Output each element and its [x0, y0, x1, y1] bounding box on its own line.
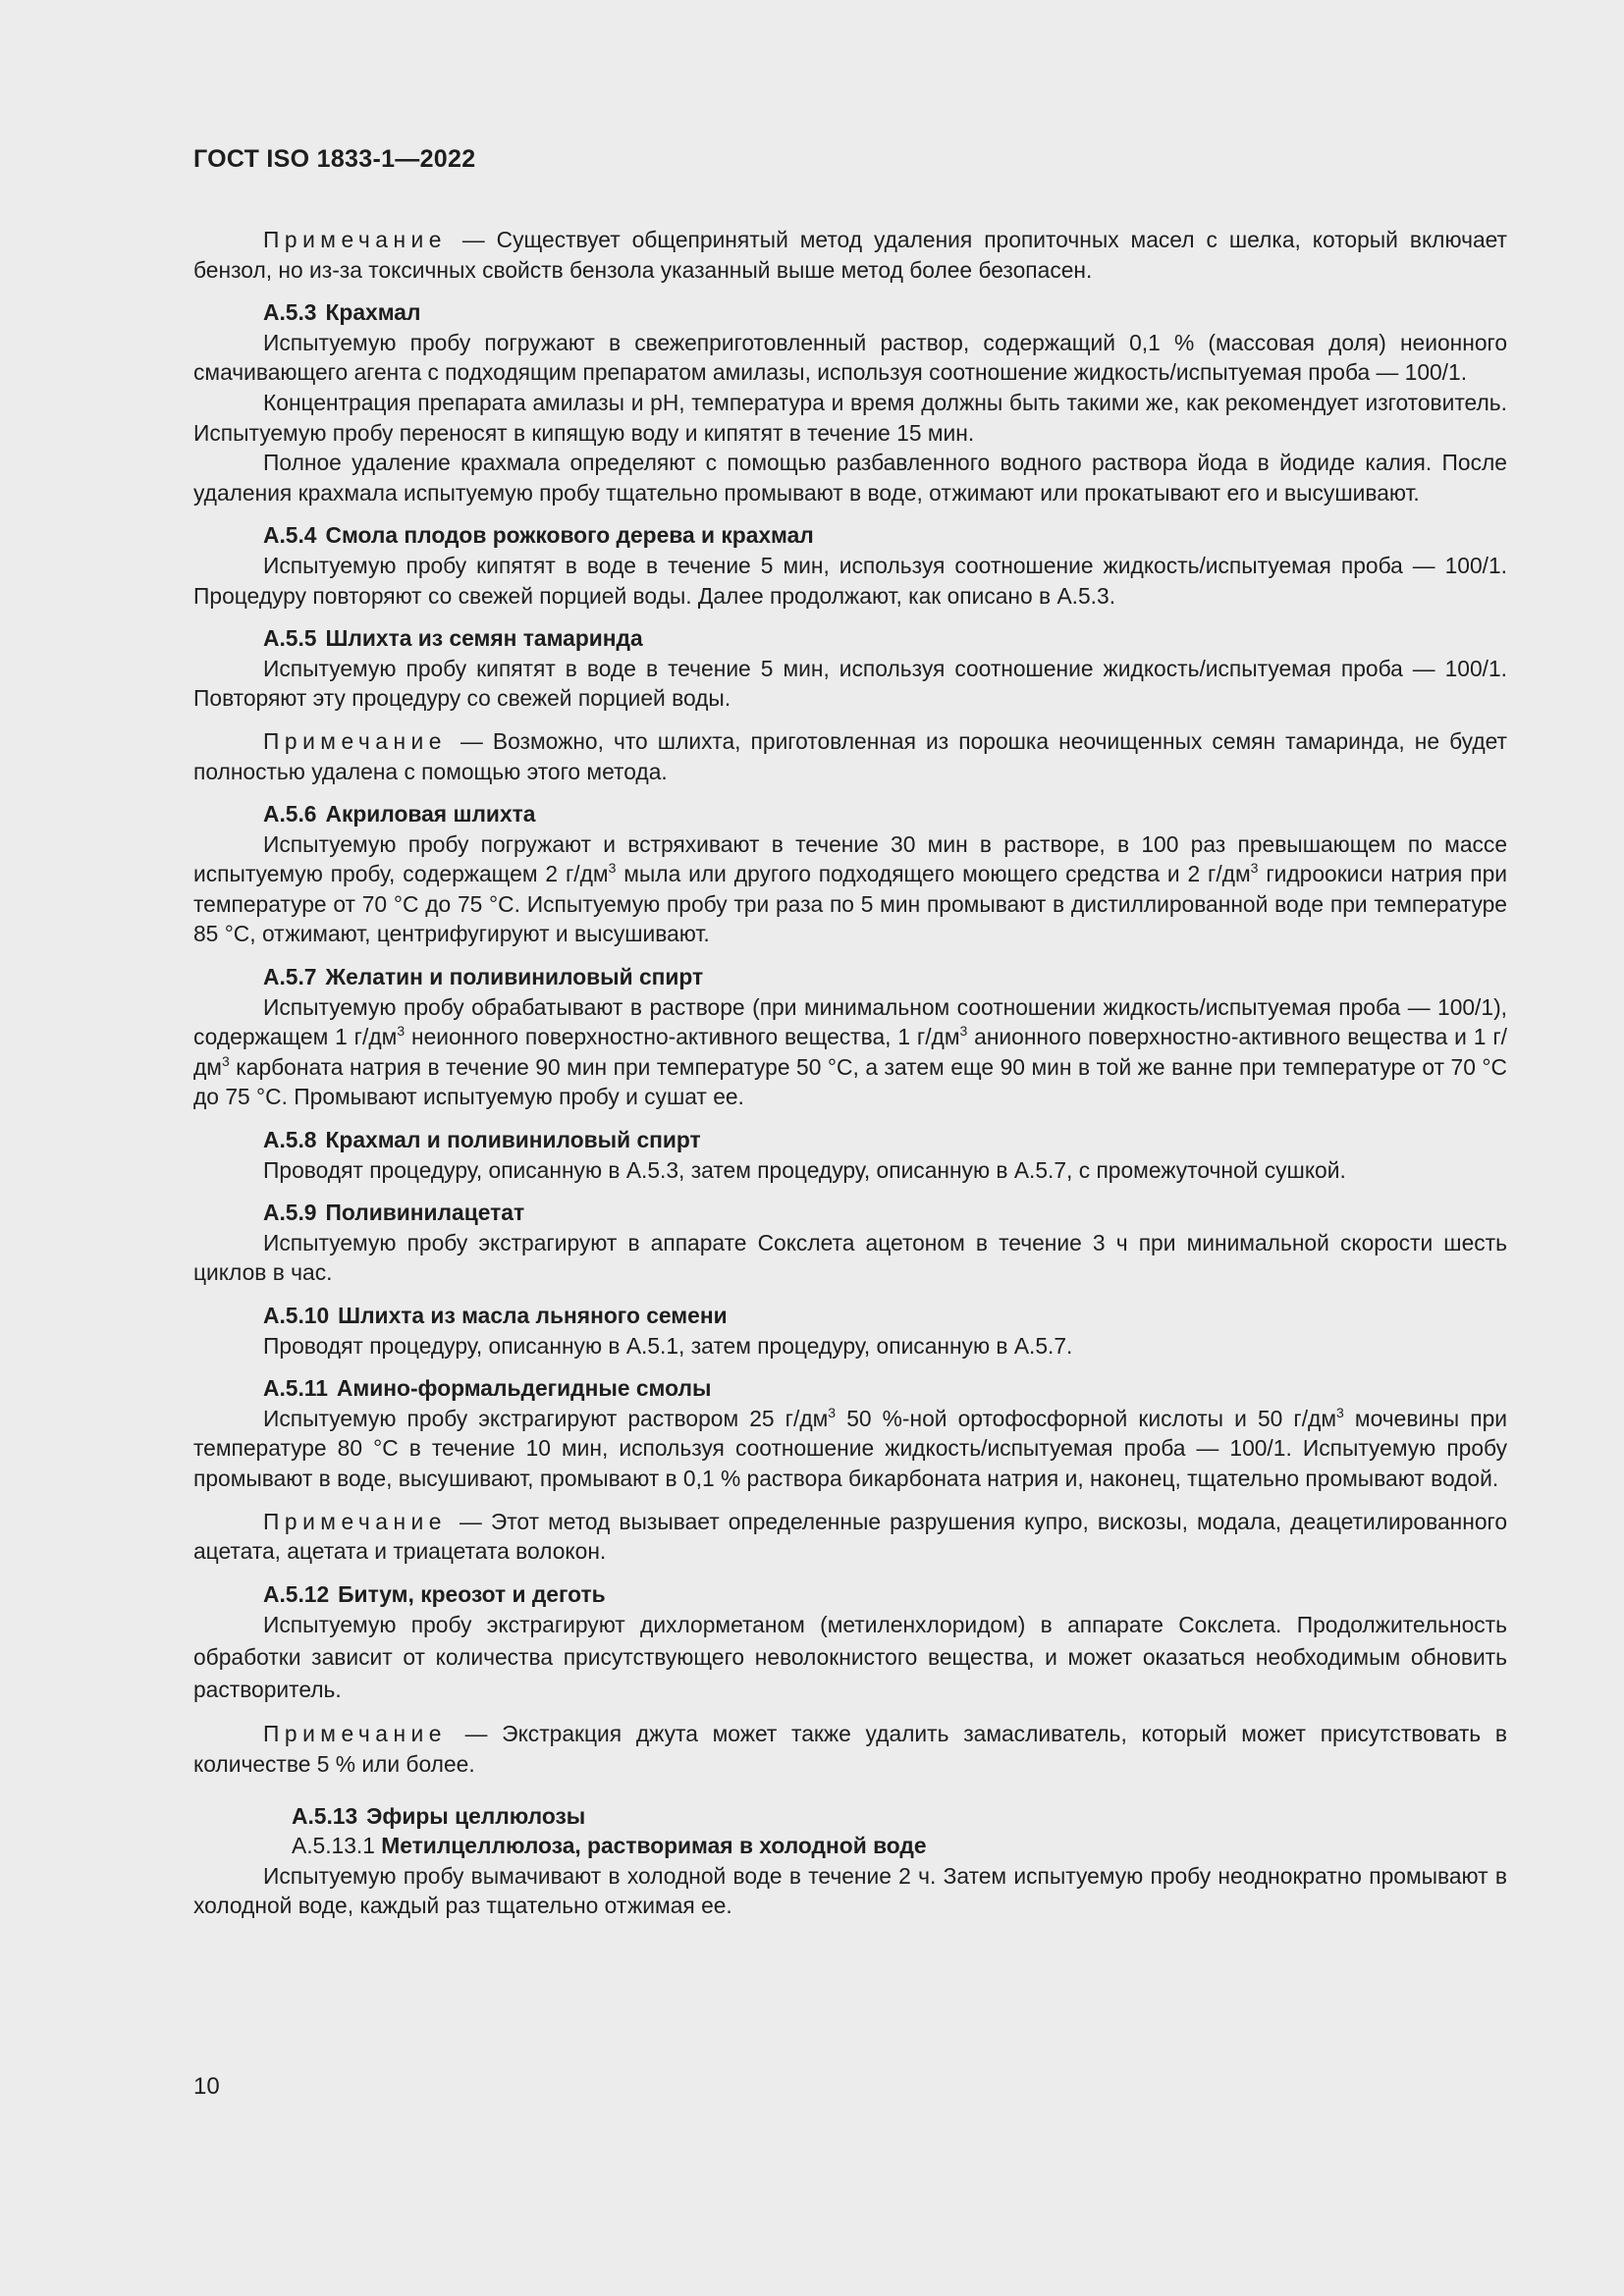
paragraph: Концентрация препарата амилазы и pH, температура и время должны быть такими же, как рекомендует изготовитель. Испытуемую пробу переносят в кипящую воду и кипятят в течение 15 мин. [193, 389, 1507, 446]
paragraph: Испытуемую пробу вымачивают в холодной воде в течение 2 ч. Затем испытуемую пробу неоднократно промывают в холодной воде, каждый раз тщательно отжимая ее. [193, 1862, 1507, 1919]
paragraph: Испытуемую пробу экстрагируют дихлорметаном (метиленхлоридом) в аппарате Сокслета. Продолжительность обработки зависит от количества присутствующего неволокнистого вещества, и может оказаться необходимым обновить растворитель. [193, 1612, 1507, 1703]
section-heading-a511: А.5.11 Амино-формальдегидные смолы [263, 1375, 712, 1402]
note-paragraph: Примечание — Существует общепринятый метод удаления пропиточных масел с шелка, который включает бензол, но из-за токсичных свойств бензола указанный выше метод более безопасен. [193, 227, 1507, 283]
section-heading-a56: А.5.6 Акриловая шлихта [263, 801, 536, 828]
paragraph: Испытуемую пробу кипятят в воде в течение 5 мин, используя соотношение жидкость/испытуемая проба — 100/1. Повторяют эту процедуру со свежей порцией воды. [193, 655, 1507, 712]
note-label: Примечание [263, 727, 447, 754]
paragraph: Проводят процедуру, описанную в А.5.1, затем процедуру, описанную в А.5.7. [263, 1332, 1073, 1359]
paragraph: Полное удаление крахмала определяют с помощью разбавленного водного раствора йода в йодиде калия. После удаления крахмала испытуемую пробу тщательно промывают в воде, отжимают или прокатывают его и высушивают. [193, 450, 1507, 506]
document-body [193, 225, 1507, 1921]
page-number: 10 [193, 2073, 220, 2100]
section-heading-a58: А.5.8 Крахмал и поливиниловый спирт [263, 1127, 701, 1153]
section-heading-a57: А.5.7 Желатин и поливиниловый спирт [263, 964, 704, 990]
paragraph: Испытуемую пробу экстрагируют в аппарате Сокслета ацетоном в течение 3 ч при минимальной скорости шесть циклов в час. [193, 1229, 1507, 1286]
note-paragraph: Примечание — Возможно, что шлихта, приготовленная из порошка неочищенных семян тамаринда, не будет полностью удалена с помощью этого метода. [193, 727, 1507, 784]
paragraph: Испытуемую пробу погружают в свежеприготовленный раствор, содержащий 0,1 % (массовая доля) неионного смачивающего агента с подходящим препаратом амилазы, используя соотношение жидкость/испытуемая проба — 100/1. [193, 329, 1507, 386]
section-heading-a54: А.5.4 Смола плодов рожкового дерева и крахмал [263, 522, 814, 549]
section-heading-a55: А.5.5 Шлихта из семян тамаринда [263, 625, 643, 652]
section-heading-a53: А.5.3 Крахмал [263, 299, 421, 326]
paragraph: Испытуемую пробу обрабатывают в растворе (при минимальном соотношении жидкость/испытуемая проба — 100/1), содержащем 1 $г/дм^3$ неионного поверхностно-активного вещества, 1 $г/дм^3$ анионного поверхностно-активного вещества и 1 $г/дм^3$ карбоната натрия в течение 90 мин при температуре 50 °С, а затем еще 90 мин в той же ванне при температуре от 70 °С до 75 °С. Промывают испытуемую пробу и сушат ее. [193, 993, 1507, 1110]
section-heading-a510: А.5.10 Шлихта из масла льняного семени [263, 1303, 728, 1328]
paragraph: Испытуемую пробу погружают и встряхивают в течение 30 мин в растворе, в 100 раз превышающем по массе испытуемую пробу, содержащем 2 $г/дм^3$ мыла или другого подходящего моющего средства и 2 $г/дм^3$ гидроокиси натрия при температуре от 70 °С до 75 °С. Испытуемую пробу три раза по 5 мин промывают в дистиллированной воде при температуре 85 °С, отжимают, центрифугируют и высушивают. [193, 830, 1508, 947]
paragraph: Испытуемую пробу экстрагируют раствором 25 $г/дм^3$ 50 %-ной ортофосфорной кислоты и 50 $г/дм^3$ мочевины при температуре 80 °С в течение 10 мин, используя соотношение жидкость/испытуемая проба — 100/1. Испытуемую пробу промывают в воде, высушивают, промывают в 0,1 % раствора бикарбоната натрия и, наконец, тщательно промывают водой. [193, 1404, 1507, 1491]
page-header-title: ГОСТ ISO 1833-1—2022 [193, 145, 476, 173]
section-heading-a59: А.5.9 Поливинилацетат [263, 1200, 525, 1226]
note-paragraph: Примечание — Экстракция джута может также удалить замасливатель, который может присутствовать в количестве 5 % или более. [193, 1721, 1507, 1777]
section-heading-a512: А.5.12 Битум, креозот и деготь [263, 1580, 606, 1607]
paragraph: Проводят процедуру, описанную в А.5.3, затем процедуру, описанную в А.5.7, с промежуточной сушкой. [263, 1156, 1346, 1183]
note-paragraph: Примечание — Этот метод вызывает определенные разрушения купро, вискозы, модала, деацетилированного ацетата, ацетата и триацетата волокон. [193, 1508, 1507, 1565]
note-label: Примечание [263, 227, 447, 252]
note-label: Примечание [263, 1508, 447, 1534]
paragraph: Испытуемую пробу кипятят в воде в течение 5 мин, используя соотношение жидкость/испытуемая проба — 100/1. Процедуру повторяют со свежей порцией воды. Далее продолжают, как описано в А.5.3. [193, 552, 1507, 609]
subsection-heading-a5131: А.5.13.1 Метилцеллюлоза, растворимая в холодной воде [292, 1833, 927, 1859]
note-label: Примечание [263, 1721, 447, 1747]
section-heading-a513: А.5.13 Эфиры целлюлозы [292, 1802, 586, 1829]
